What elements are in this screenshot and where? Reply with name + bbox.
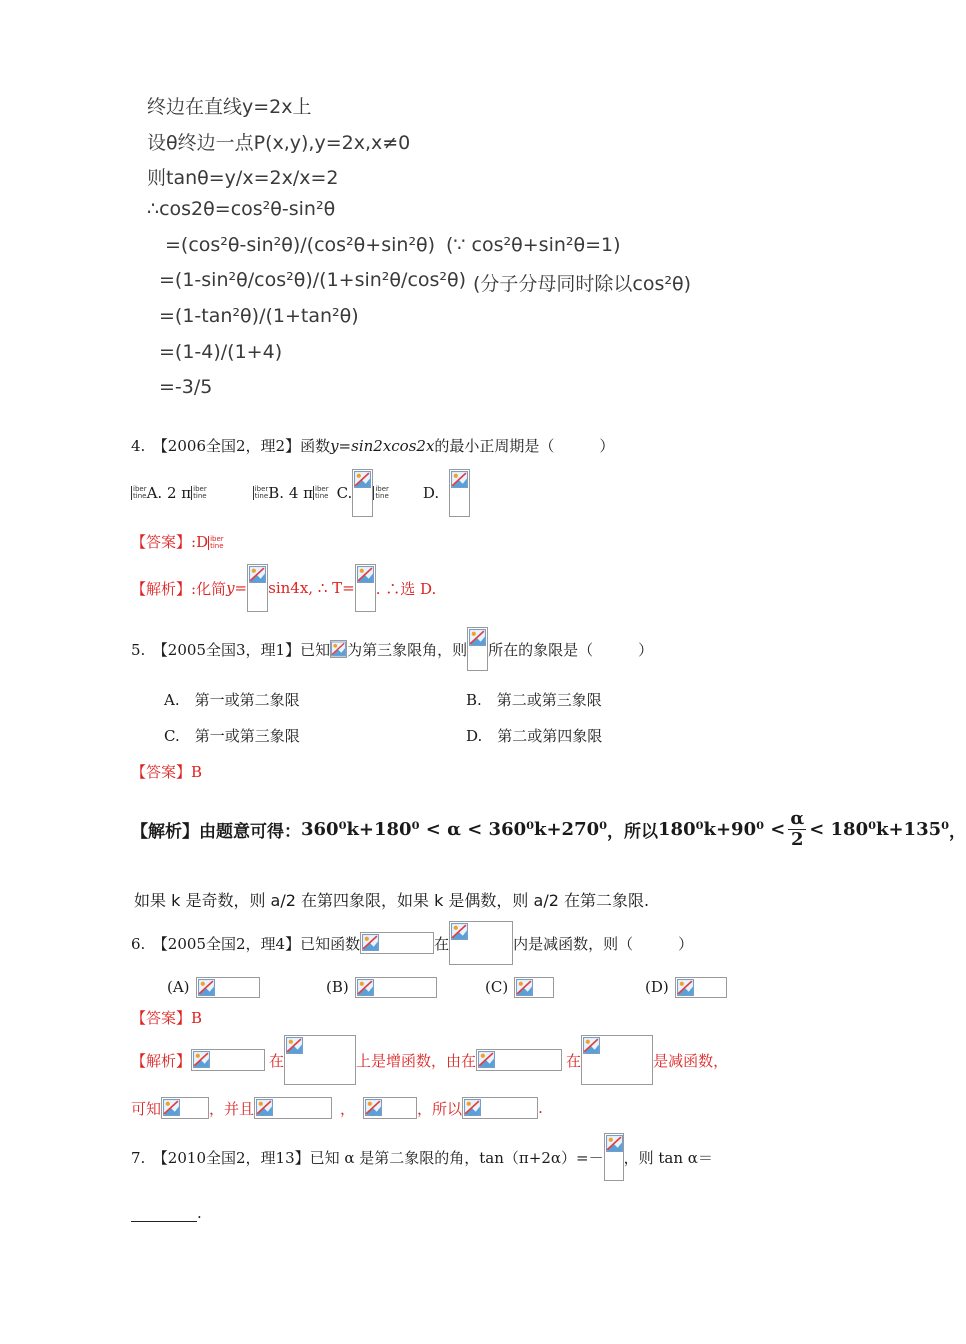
broken-image-icon: [355, 564, 376, 612]
q4-answer: 【答案】:D iber tine: [131, 533, 224, 551]
q4-stem: 4. 【2006全国2，理2】函数y=sin2xcos2x的最小正周期是（ ）: [131, 437, 615, 455]
broken-image-icon: [514, 977, 554, 998]
q5-conclusion: 如果 k 是奇数，则 a/2 在第四象限，如果 k 是偶数，则 a/2 在第二象限.: [134, 891, 650, 910]
derivation-line-5: =(cos²θ-sin²θ)/(cos²θ+sin²θ): [165, 234, 436, 256]
derivation-line-9: =-3/5: [159, 376, 213, 398]
q5-option-c: C. 第一或第三象限: [164, 727, 300, 745]
mathtype-object-icon: iber tine: [133, 485, 147, 500]
derivation-note-2: (分子分母同时除以cos²θ): [473, 273, 692, 295]
derivation-line-7: =(1-tan²θ)/(1+tan²θ): [159, 305, 359, 327]
q6-analysis-line-2: 可知 ，并且 ， ，所以 .: [131, 1099, 543, 1118]
broken-image-icon: [247, 564, 268, 612]
mathtype-object-icon: iber tine: [193, 485, 207, 500]
q6-answer: 【答案】B: [131, 1009, 203, 1027]
q5-option-b: B. 第二或第三象限: [466, 691, 602, 709]
q5-answer: 【答案】B: [131, 763, 203, 781]
q4-options: iber tine A. 2 π iber tine iber tine B. 4 π iber tine C. iber tine D.: [131, 468, 470, 518]
derivation-note-1: (∵ cos²θ+sin²θ=1): [446, 234, 621, 256]
q7-answer-line: .: [131, 1204, 202, 1222]
derivation-line-8: =(1-4)/(1+4): [159, 341, 283, 363]
broken-image-icon: [352, 469, 373, 517]
broken-image-icon: [449, 469, 470, 517]
broken-image-icon: [604, 1133, 624, 1181]
q5-option-a: A. 第一或第二象限: [164, 691, 300, 709]
q6-analysis-line-1: 【解析】 在 上是增函数，由在 在 是减函数，: [131, 1035, 728, 1085]
q4-analysis: 【解析】 :化简 y= sin4x, ∴ T= . ∴选 D.: [131, 564, 436, 612]
mathtype-object-icon: iber tine: [210, 535, 224, 550]
broken-image-icon: [360, 932, 434, 954]
mathtype-object-icon: iber tine: [375, 485, 389, 500]
q6-stem: 6. 【2005全国2，理4】已知函数 在 内是减函数，则（ ）: [131, 920, 693, 966]
mathtype-object-icon: iber tine: [254, 485, 269, 500]
q6-option-c: (C): [485, 975, 554, 999]
broken-image-icon: [196, 977, 260, 998]
broken-image-icon: [191, 1049, 265, 1071]
q6-option-a: (A): [167, 975, 260, 999]
q5-option-d: D. 第二或第四象限: [466, 727, 603, 745]
q6-option-d: (D): [645, 975, 727, 999]
fraction-alpha-over-2: $\frac{\alpha}{2}$: [790, 807, 805, 850]
derivation-line-3: 则tanθ=y/x=2x/x=2: [147, 167, 339, 189]
mathtype-object-icon: iber tine: [315, 485, 329, 500]
broken-image-icon: [476, 1049, 562, 1071]
broken-image-icon: [581, 1035, 653, 1085]
broken-image-icon: [449, 921, 513, 965]
q6-option-b: (B): [326, 975, 437, 999]
broken-image-icon: [675, 977, 727, 998]
answer-blank[interactable]: [131, 1207, 197, 1222]
q7-stem: 7. 【2010全国2，理13】已知 α 是第二象限的角，tan（π+2α）=－ ，则 tan α＝: [131, 1133, 713, 1181]
q5-analysis: 【解析】 由题意可得： 360⁰k+180⁰ < α < 360⁰k+270⁰ ，所以 180⁰k+90⁰ < $\frac{\alpha}{2}$ < 180⁰k+135⁰ ，: [131, 807, 966, 850]
broken-image-icon: [467, 627, 488, 671]
broken-image-icon: [161, 1097, 209, 1119]
broken-image-icon: [254, 1097, 332, 1119]
broken-image-icon: [462, 1097, 538, 1119]
derivation-line-2: 设θ终边一点P(x,y),y=2x,x≠0: [147, 132, 411, 154]
broken-image-icon: [363, 1097, 417, 1119]
broken-image-icon: [284, 1035, 356, 1085]
q5-stem: 5. 【2005全国3，理1】已知 为第三象限角，则 所在的象限是（ ）: [131, 627, 653, 671]
broken-image-icon: [355, 977, 437, 998]
derivation-line-6: =(1-sin²θ/cos²θ)/(1+sin²θ/cos²θ): [159, 269, 467, 291]
derivation-line-1: 终边在直线y=2x上: [147, 96, 312, 118]
broken-image-icon: [330, 640, 347, 658]
derivation-line-4: ∴cos2θ=cos²θ-sin²θ: [147, 198, 336, 220]
